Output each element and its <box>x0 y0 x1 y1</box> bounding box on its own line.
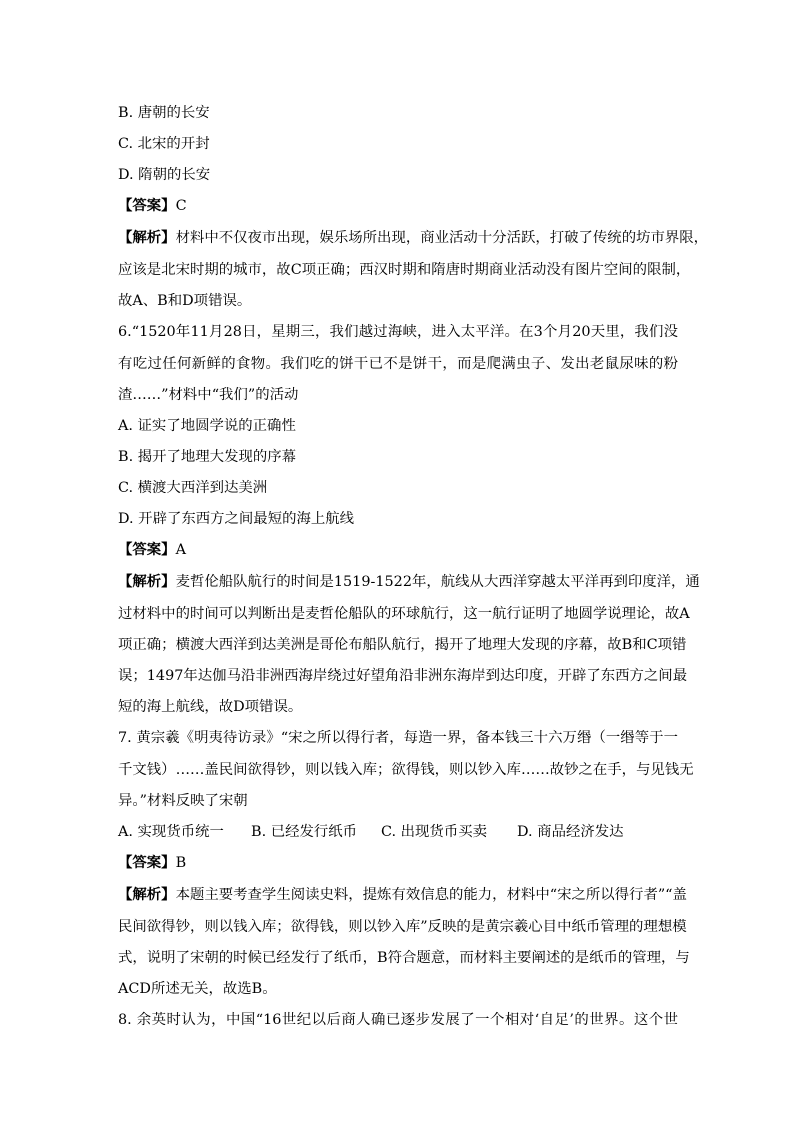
q6-answer <box>118 540 678 560</box>
q6-analysis-line-4: 误；1497年达伽马沿非洲西海岸绕过好望角沿非洲东海岸到达印度，开辟了东西方之间最 <box>118 668 688 684</box>
q5-answer <box>118 196 678 216</box>
analysis-label: 【解析】 <box>118 229 176 246</box>
q7-analysis-line-2: 民间欲得钞，则以钱入库；欲得钱，则以钞入库”反映的是黄宗羲心目中纸币管理的理想模 <box>118 919 687 935</box>
answer-value: A <box>175 542 186 558</box>
q7-answer <box>118 853 678 873</box>
q7-stem-line-2: 千文钱）……盖民间欲得钞，则以钱入库；欲得钱，则以钞入库……故钞之在手，与见钱无 <box>118 762 694 778</box>
answer-label: 【答案】 <box>118 541 176 558</box>
q7-options <box>118 822 678 842</box>
answer-label: 【答案】 <box>118 854 176 871</box>
q7-stem-line-1: 7. 黄宗羲《明夷待访录》“宋之所以得行者，每造一界，备本钱三十六万缗（一缗等于一 <box>118 730 678 746</box>
q6-analysis-line-3: 项正确；横渡大西洋到达美洲是哥伦布船队航行，揭开了地理大发现的序幕，故B和C项错 <box>118 637 687 653</box>
q6-option-b: B. 揭开了地理大发现的序幕 <box>118 449 297 465</box>
q6-option-a: A. 证实了地圆学说的正确性 <box>118 418 296 434</box>
q7-analysis-line-1: 【解析】本题主要考查学生阅读史料，提炼有效信息的能力，材料中“宋之所以得行者”“盖 <box>118 886 687 903</box>
q8-stem-line-1: 8. 余英时认为，中国“16世纪以后商人确已逐步发展了一个相对‘自足’的世界。这个世 <box>118 1012 678 1028</box>
q7-analysis-line-4: ACD所述无关，故选B。 <box>118 981 277 997</box>
q6-stem-line-2: 有吃过任何新鲜的食物。我们吃的饼干已不是饼干，而是爬满虫子、发出老鼠尿味的粉 <box>118 356 678 372</box>
analysis-label: 【解析】 <box>118 573 176 590</box>
q6-analysis-line-5: 短的海上航线，故D项错误。 <box>118 699 303 715</box>
q7-option-d: D. 商品经济发达 <box>517 824 624 840</box>
answer-value: B <box>175 855 187 871</box>
q6-stem-line-1: 6.“1520年11月28日，星期三，我们越过海峡，进入太平洋。在3个月20天里，我们没 <box>118 324 678 340</box>
q5-analysis-line-2: 应该是北宋时期的城市，故C项正确；西汉时期和隋唐时期商业活动没有图片空间的限制， <box>118 262 691 278</box>
q5-analysis-line-3: 故A、B和D项错误。 <box>118 293 252 309</box>
q5-option-c: C. 北宋的开封 <box>118 136 210 152</box>
q6-option-d: D. 开辟了东西方之间最短的海上航线 <box>118 511 355 527</box>
q7-option-c: C. 出现货币买卖 <box>381 824 487 840</box>
q5-option-b: B. 唐朝的长安 <box>118 105 210 121</box>
q5-option-d: D. 隋朝的长安 <box>118 167 211 183</box>
answer-label: 【答案】 <box>118 197 176 214</box>
q7-analysis-line-3: 式，说明了宋朝的时候已经发行了纸币，B符合题意，而材料主要阐述的是纸币的管理，与 <box>118 950 690 966</box>
answer-value: C <box>175 198 187 214</box>
q6-option-c: C. 横渡大西洋到达美洲 <box>118 480 268 496</box>
q6-stem-line-3: 渣……”材料中“我们”的活动 <box>118 387 299 403</box>
q5-analysis-line-1: 【解析】材料中不仅夜市出现，娱乐场所出现，商业活动十分活跃，打破了传统的坊市界限， <box>118 229 709 246</box>
q7-option-b: B. 已经发行纸币 <box>251 824 358 840</box>
q7-option-a: A. 实现货币统一 <box>118 824 224 840</box>
q7-stem-line-3: 异。”材料反映了宋朝 <box>118 793 248 809</box>
q6-analysis-line-2: 过材料中的时间可以判断出是麦哲伦船队的环球航行，这一航行证明了地圆学说理论，故A <box>118 606 690 622</box>
analysis-label: 【解析】 <box>118 886 176 903</box>
q6-analysis-line-1: 【解析】麦哲伦船队航行的时间是1519-1522年，航线从大西洋穿越太平洋再到印度洋，通 <box>118 573 700 590</box>
